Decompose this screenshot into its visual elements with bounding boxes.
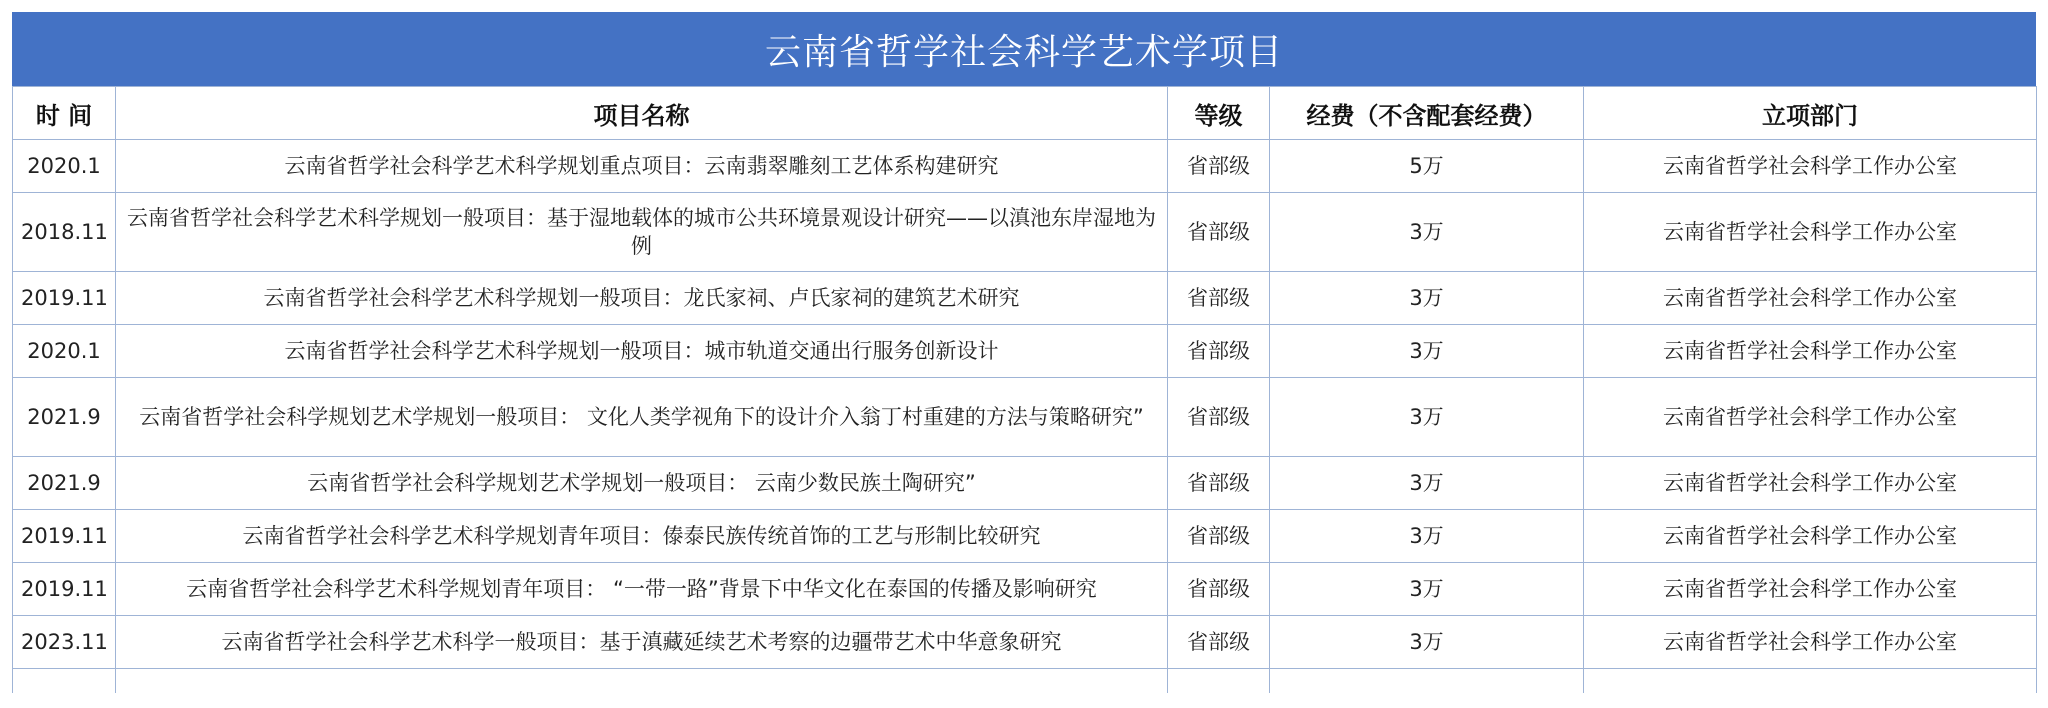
cell-funding: 3万	[1270, 193, 1584, 272]
cell-level: 省部级	[1168, 193, 1270, 272]
cell-project-name: 云南省哲学社会科学规划艺术学规划一般项目： 云南少数民族土陶研究”	[116, 457, 1168, 510]
table-row	[13, 457, 2037, 510]
table-row	[13, 510, 2037, 563]
header-time: 时 间	[13, 87, 116, 140]
cell-level: 省部级	[1168, 272, 1270, 325]
empty-row	[13, 669, 2037, 694]
table-row	[13, 193, 2037, 272]
cell-time: 2021.9	[13, 457, 116, 510]
projects-table	[12, 86, 2037, 693]
cell-time: 2020.1	[13, 140, 116, 193]
cell-time: 2020.1	[13, 325, 116, 378]
table-row	[13, 616, 2037, 669]
cell-department: 云南省哲学社会科学工作办公室	[1584, 510, 2037, 563]
cell-project-name: 云南省哲学社会科学艺术科学规划青年项目： “一带一路”背景下中华文化在泰国的传播及影响研究	[116, 563, 1168, 616]
cell-funding: 3万	[1270, 272, 1584, 325]
table-row	[13, 325, 2037, 378]
cell-department: 云南省哲学社会科学工作办公室	[1584, 378, 2037, 457]
cell-project-name: 云南省哲学社会科学艺术科学规划一般项目：基于湿地载体的城市公共环境景观设计研究——以滇池东岸湿地为例	[116, 193, 1168, 272]
cell-time: 2018.11	[13, 193, 116, 272]
cell-department: 云南省哲学社会科学工作办公室	[1584, 325, 2037, 378]
cell-level: 省部级	[1168, 616, 1270, 669]
cell-department: 云南省哲学社会科学工作办公室	[1584, 616, 2037, 669]
cell-level: 省部级	[1168, 510, 1270, 563]
cell-level: 省部级	[1168, 457, 1270, 510]
cell-time: 2019.11	[13, 272, 116, 325]
cell-funding: 3万	[1270, 325, 1584, 378]
cell-department: 云南省哲学社会科学工作办公室	[1584, 272, 2037, 325]
cell-project-name: 云南省哲学社会科学规划艺术学规划一般项目： 文化人类学视角下的设计介入翁丁村重建的方法与策略研究”	[116, 378, 1168, 457]
header-level: 等级	[1168, 87, 1270, 140]
cell-funding: 3万	[1270, 378, 1584, 457]
cell-time: 2019.11	[13, 510, 116, 563]
table-row	[13, 272, 2037, 325]
cell-time: 2021.9	[13, 378, 116, 457]
cell-level: 省部级	[1168, 325, 1270, 378]
header-funding: 经费（不含配套经费）	[1270, 87, 1584, 140]
cell-time: 2023.11	[13, 616, 116, 669]
cell-department: 云南省哲学社会科学工作办公室	[1584, 140, 2037, 193]
cell-funding: 3万	[1270, 616, 1584, 669]
cell-project-name: 云南省哲学社会科学艺术科学规划一般项目：城市轨道交通出行服务创新设计	[116, 325, 1168, 378]
empty-cell	[1584, 669, 2037, 694]
cell-funding: 3万	[1270, 563, 1584, 616]
empty-cell	[116, 669, 1168, 694]
header-department: 立项部门	[1584, 87, 2037, 140]
cell-department: 云南省哲学社会科学工作办公室	[1584, 457, 2037, 510]
cell-project-name: 云南省哲学社会科学艺术科学一般项目：基于滇藏延续艺术考察的边疆带艺术中华意象研究	[116, 616, 1168, 669]
sheet-title: 云南省哲学社会科学艺术学项目	[12, 12, 2036, 86]
table-row	[13, 140, 2037, 193]
project-sheet	[12, 12, 2036, 693]
cell-funding: 3万	[1270, 510, 1584, 563]
cell-department: 云南省哲学社会科学工作办公室	[1584, 563, 2037, 616]
cell-funding: 3万	[1270, 457, 1584, 510]
cell-project-name: 云南省哲学社会科学艺术科学规划青年项目：傣泰民族传统首饰的工艺与形制比较研究	[116, 510, 1168, 563]
empty-cell	[1270, 669, 1584, 694]
table-row	[13, 378, 2037, 457]
cell-department: 云南省哲学社会科学工作办公室	[1584, 193, 2037, 272]
cell-funding: 5万	[1270, 140, 1584, 193]
cell-project-name: 云南省哲学社会科学艺术科学规划重点项目：云南翡翠雕刻工艺体系构建研究	[116, 140, 1168, 193]
header-project-name: 项目名称	[116, 87, 1168, 140]
cell-level: 省部级	[1168, 140, 1270, 193]
empty-cell	[1168, 669, 1270, 694]
cell-project-name: 云南省哲学社会科学艺术科学规划一般项目：龙氏家祠、卢氏家祠的建筑艺术研究	[116, 272, 1168, 325]
cell-level: 省部级	[1168, 378, 1270, 457]
table-row	[13, 563, 2037, 616]
cell-level: 省部级	[1168, 563, 1270, 616]
cell-time: 2019.11	[13, 563, 116, 616]
table-header-row	[13, 87, 2037, 140]
empty-cell	[13, 669, 116, 694]
